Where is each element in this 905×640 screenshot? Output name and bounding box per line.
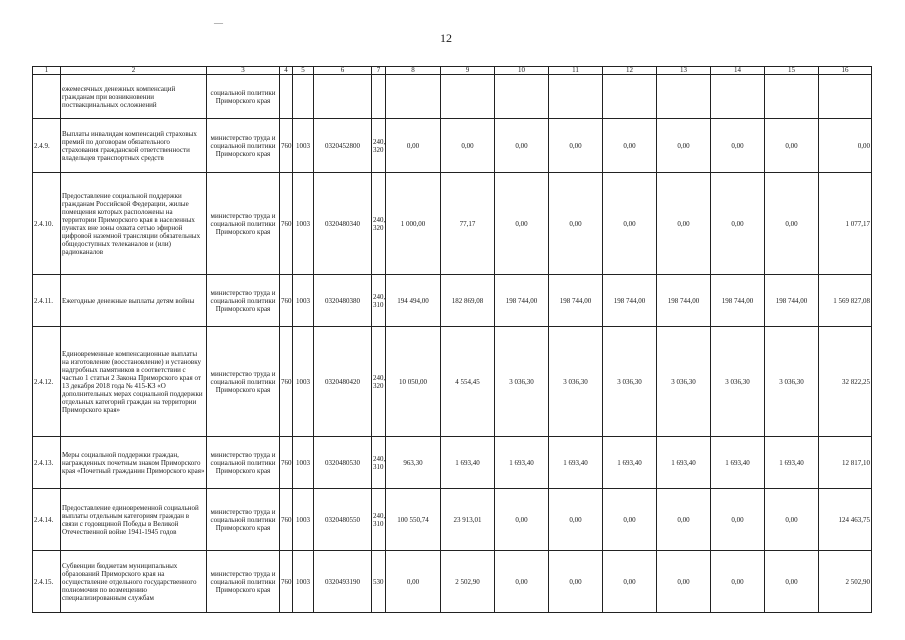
row-number [33,75,61,119]
row-year-value [711,75,765,119]
row-year-value: 0,00 [711,119,765,173]
row-year-value: 0,00 [603,489,657,551]
row-year-value: 3 036,30 [495,327,549,437]
row-name: Предоставление единовременной социальной выплаты отдельным категориям граждан в связи с годовщиной Победы в Великой Отечественной войне 1941-1945 годов [61,489,207,551]
row-year-value [495,75,549,119]
row-total-value: 32 822,25 [819,327,872,437]
row-grbs: 760 [280,551,293,613]
row-number: 2.4.10. [33,173,61,275]
row-year-value: 4 554,45 [441,327,495,437]
row-total-value: 124 463,75 [819,489,872,551]
row-target-article: 0320493190 [314,551,372,613]
row-executor: министерство труда и социальной политики Приморского края [207,275,280,327]
column-header: 15 [765,67,819,75]
column-header: 5 [293,67,314,75]
row-section: 1003 [293,119,314,173]
row-year-value: 198 744,00 [495,275,549,327]
row-year-value: 0,00 [657,119,711,173]
row-year-value: 1 693,40 [765,437,819,489]
column-header: 1 [33,67,61,75]
row-year-value: 0,00 [711,551,765,613]
row-year-value: 1 693,40 [549,437,603,489]
row-expense-type: 240, 320 [372,173,386,275]
row-year-value: 0,00 [657,489,711,551]
row-year-value: 963,30 [386,437,441,489]
table-row [33,75,872,119]
row-year-value: 0,00 [495,551,549,613]
row-grbs: 760 [280,173,293,275]
row-grbs: 760 [280,275,293,327]
column-header: 11 [549,67,603,75]
row-year-value: 1 693,40 [657,437,711,489]
row-year-value: 1 693,40 [711,437,765,489]
row-grbs: 760 [280,119,293,173]
row-year-value: 0,00 [603,119,657,173]
row-year-value: 0,00 [386,119,441,173]
row-total-value: 12 817,10 [819,437,872,489]
row-section: 1003 [293,551,314,613]
row-year-value: 198 744,00 [549,275,603,327]
row-year-value: 0,00 [711,173,765,275]
row-year-value: 0,00 [441,119,495,173]
row-year-value [549,75,603,119]
row-year-value: 182 869,08 [441,275,495,327]
row-total-value: 1 569 827,08 [819,275,872,327]
row-year-value: 23 913,01 [441,489,495,551]
row-name: Меры социальной поддержки граждан, награжденных почетным знаком Приморского края «Почетный гражданин Приморского края» [61,437,207,489]
column-header: 13 [657,67,711,75]
row-year-value: 0,00 [386,551,441,613]
row-year-value: 0,00 [765,489,819,551]
row-year-value: 3 036,30 [657,327,711,437]
row-expense-type: 240, 320 [372,327,386,437]
row-grbs [280,75,293,119]
row-name: Выплаты инвалидам компенсаций страховых премий по договорам обязательного страхования гражданской ответственности владельцев транспортных средств [61,119,207,173]
row-year-value: 3 036,30 [711,327,765,437]
row-year-value: 1 693,40 [495,437,549,489]
row-section: 1003 [293,489,314,551]
row-executor: социальной политики Приморского края [207,75,280,119]
row-year-value: 0,00 [549,119,603,173]
row-target-article: 0320480550 [314,489,372,551]
table-row [33,489,872,551]
row-year-value: 0,00 [549,173,603,275]
row-year-value: 198 744,00 [657,275,711,327]
row-year-value: 0,00 [765,551,819,613]
row-number: 2.4.9. [33,119,61,173]
table-row [33,119,872,173]
row-year-value [603,75,657,119]
row-executor: министерство труда и социальной политики Приморского края [207,119,280,173]
row-year-value: 0,00 [711,489,765,551]
row-grbs: 760 [280,489,293,551]
table-row [33,275,872,327]
row-year-value: 198 744,00 [765,275,819,327]
row-name: Субвенции бюджетам муниципальных образований Приморского края на осуществление отдельного государственного полномочия по возмещению специализированным службам [61,551,207,613]
row-year-value: 10 050,00 [386,327,441,437]
table-row [33,437,872,489]
table-header-row [33,67,872,75]
row-grbs: 760 [280,327,293,437]
column-header: 16 [819,67,872,75]
row-target-article: 0320480420 [314,327,372,437]
row-year-value: 0,00 [603,173,657,275]
row-section: 1003 [293,327,314,437]
row-expense-type: 240, 320 [372,119,386,173]
column-header: 12 [603,67,657,75]
row-year-value: 0,00 [765,119,819,173]
column-header: 9 [441,67,495,75]
row-expense-type: 240, 310 [372,275,386,327]
row-year-value [386,75,441,119]
row-section: 1003 [293,437,314,489]
table-row [33,551,872,613]
row-year-value: 194 494,00 [386,275,441,327]
budget-table [32,66,872,613]
row-year-value: 0,00 [765,173,819,275]
row-year-value: 0,00 [657,551,711,613]
row-expense-type [372,75,386,119]
row-total-value [819,75,872,119]
row-year-value: 0,00 [657,173,711,275]
row-target-article: 0320480380 [314,275,372,327]
row-year-value: 0,00 [603,551,657,613]
row-number: 2.4.14. [33,489,61,551]
row-executor: министерство труда и социальной политики Приморского края [207,327,280,437]
row-year-value: 1 000,00 [386,173,441,275]
row-year-value [657,75,711,119]
row-year-value: 2 502,90 [441,551,495,613]
row-grbs: 760 [280,437,293,489]
column-header: 8 [386,67,441,75]
column-header: 10 [495,67,549,75]
row-total-value: 0,00 [819,119,872,173]
row-number: 2.4.13. [33,437,61,489]
row-number: 2.4.15. [33,551,61,613]
row-year-value: 0,00 [495,173,549,275]
row-number: 2.4.12. [33,327,61,437]
row-target-article: 0320452800 [314,119,372,173]
column-header: 3 [207,67,280,75]
row-year-value: 77,17 [441,173,495,275]
row-executor: министерство труда и социальной политики Приморского края [207,551,280,613]
row-year-value: 198 744,00 [711,275,765,327]
table-row [33,327,872,437]
row-year-value: 100 550,74 [386,489,441,551]
column-header: 2 [61,67,207,75]
row-executor: министерство труда и социальной политики Приморского края [207,489,280,551]
row-year-value: 3 036,30 [603,327,657,437]
table-row [33,173,872,275]
row-year-value [441,75,495,119]
row-name: Предоставление социальной поддержки гражданам Российской Федерации, жилые помещения которых расположены на территории Приморского края в населенных пунктах вне зоны охвата сетью эфирной цифровой наземной трансляции обязательных общедоступных телеканалов и (или) радиоканалов [61,173,207,275]
row-section: 1003 [293,173,314,275]
row-name: Единовременные компенсационные выплаты на изготовление (восстановление) и установку надгробных памятников в соответствии с частью 1 статьи 2 Закона Приморского края от 13 декабря 2018 года № 415-КЗ «О дополнительных мерах социальной поддержки отдельных категорий граждан на территории Приморского края» [61,327,207,437]
row-target-article: 0320480340 [314,173,372,275]
row-expense-type: 240, 310 [372,489,386,551]
row-total-value: 1 077,17 [819,173,872,275]
row-name: Ежегодные денежные выплаты детям войны [61,275,207,327]
row-year-value: 198 744,00 [603,275,657,327]
row-expense-type: 530 [372,551,386,613]
row-year-value: 3 036,30 [765,327,819,437]
row-year-value: 1 693,40 [603,437,657,489]
header-dash: — [214,18,223,28]
column-header: 7 [372,67,386,75]
row-year-value: 1 693,40 [441,437,495,489]
row-year-value [765,75,819,119]
row-year-value: 0,00 [549,551,603,613]
row-year-value: 0,00 [495,119,549,173]
row-target-article [314,75,372,119]
row-section [293,75,314,119]
row-expense-type: 240, 310 [372,437,386,489]
row-year-value: 0,00 [549,489,603,551]
row-number: 2.4.11. [33,275,61,327]
row-year-value: 0,00 [495,489,549,551]
table-body [33,75,872,613]
column-header: 6 [314,67,372,75]
row-name: ежемесячных денежных компенсаций гражданам при возникновении поствакцинальных осложнений [61,75,207,119]
row-executor: министерство труда и социальной политики Приморского края [207,173,280,275]
row-section: 1003 [293,275,314,327]
row-total-value: 2 502,90 [819,551,872,613]
row-year-value: 3 036,30 [549,327,603,437]
column-header: 14 [711,67,765,75]
page-number: 12 [440,31,452,45]
column-header: 4 [280,67,293,75]
row-executor: министерство труда и социальной политики Приморского края [207,437,280,489]
row-target-article: 0320480530 [314,437,372,489]
